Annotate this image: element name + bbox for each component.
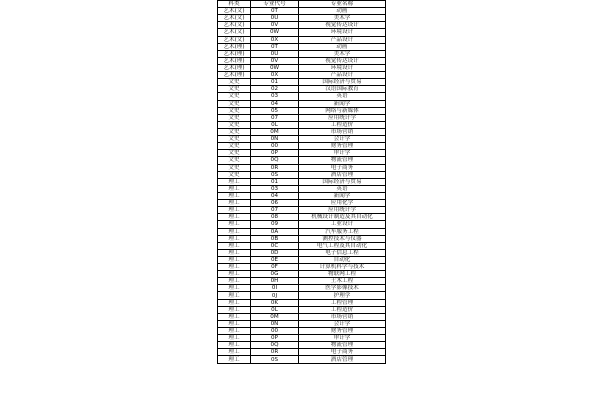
- major-name-cell: 国际经济与贸易: [299, 79, 386, 86]
- category-cell: 理工: [218, 200, 251, 207]
- category-cell: 理工: [218, 328, 251, 335]
- table-row: [218, 100, 386, 107]
- major-code-cell: 0V: [251, 22, 299, 29]
- category-cell: 理工: [218, 214, 251, 221]
- table-row: [218, 72, 386, 79]
- table-row: [218, 278, 386, 285]
- major-name-cell: 市场营销: [299, 128, 386, 135]
- table-row: [218, 8, 386, 15]
- table-row: [218, 22, 386, 29]
- major-code-cell: 04: [251, 100, 299, 107]
- category-cell: 理工: [218, 313, 251, 320]
- major-name-cell: 审计学: [299, 150, 386, 157]
- major-code-cell: 0M: [251, 128, 299, 135]
- table-row: [218, 29, 386, 36]
- table-row: [218, 264, 386, 271]
- major-name-cell: 物流管理: [299, 342, 386, 349]
- major-name-cell: 会计学: [299, 320, 386, 327]
- category-cell: 文史: [218, 121, 251, 128]
- major-code-cell: 0B: [251, 235, 299, 242]
- majors-table-container: [217, 0, 386, 364]
- category-cell: 理工: [218, 342, 251, 349]
- major-name-cell: 产品设计: [299, 36, 386, 43]
- major-name-cell: 工程造价: [299, 121, 386, 128]
- major-name-cell: 工程造价: [299, 306, 386, 313]
- major-name-cell: 汉语国际教育: [299, 86, 386, 93]
- major-name-cell: 英语: [299, 185, 386, 192]
- major-name-cell: 酒店管理: [299, 171, 386, 178]
- table-row: [218, 306, 386, 313]
- major-name-cell: 医学影像技术: [299, 285, 386, 292]
- major-name-cell: 英语: [299, 93, 386, 100]
- category-cell: 理工: [218, 292, 251, 299]
- table-row: [218, 107, 386, 114]
- category-cell: 理工: [218, 271, 251, 278]
- major-code-cell: 03: [251, 93, 299, 100]
- table-row: [218, 164, 386, 171]
- table-row: [218, 157, 386, 164]
- category-cell: 文史: [218, 143, 251, 150]
- table-row: [218, 64, 386, 71]
- category-cell: 理工: [218, 335, 251, 342]
- category-cell: 艺术(理): [218, 57, 251, 64]
- major-code-cell: 0I: [251, 285, 299, 292]
- table-row: [218, 143, 386, 150]
- category-cell: 艺术(文): [218, 22, 251, 29]
- table-row: [218, 313, 386, 320]
- table-row: [218, 328, 386, 335]
- table-row: [218, 256, 386, 263]
- major-code-cell: 0X: [251, 72, 299, 79]
- major-code-cell: 07: [251, 207, 299, 214]
- category-cell: 理工: [218, 264, 251, 271]
- table-row: [218, 335, 386, 342]
- table-row: [218, 79, 386, 86]
- table-row: [218, 128, 386, 135]
- major-code-cell: 0V: [251, 57, 299, 64]
- major-code-cell: 07: [251, 114, 299, 121]
- category-cell: 理工: [218, 320, 251, 327]
- table-row: [218, 43, 386, 50]
- major-code-cell: 04: [251, 192, 299, 199]
- major-code-cell: 0U: [251, 50, 299, 57]
- major-name-cell: 自动化: [299, 256, 386, 263]
- category-cell: 理工: [218, 221, 251, 228]
- table-header-row: [218, 1, 386, 8]
- category-cell: 文史: [218, 136, 251, 143]
- table-row: [218, 200, 386, 207]
- major-name-cell: 新闻学: [299, 100, 386, 107]
- major-code-cell: 0Q: [251, 342, 299, 349]
- table-row: [218, 121, 386, 128]
- table-row: [218, 249, 386, 256]
- major-code-cell: 01: [251, 178, 299, 185]
- category-cell: 文史: [218, 93, 251, 100]
- major-code-cell: 0R: [251, 349, 299, 356]
- major-code-cell: 0L: [251, 121, 299, 128]
- major-name-cell: 视觉传达设计: [299, 57, 386, 64]
- table-row: [218, 136, 386, 143]
- major-code-cell: 03: [251, 185, 299, 192]
- major-code-cell: 0W: [251, 64, 299, 71]
- major-code-cell: 0N: [251, 320, 299, 327]
- major-name-cell: 电子信息工程: [299, 249, 386, 256]
- table-row: [218, 114, 386, 121]
- major-code-cell: 0M: [251, 313, 299, 320]
- table-row: [218, 86, 386, 93]
- table-body: [218, 1, 386, 364]
- category-cell: 文史: [218, 86, 251, 93]
- major-code-cell: 0A: [251, 228, 299, 235]
- header-category: 科类: [218, 1, 251, 8]
- header-major-name: 专业名称: [299, 1, 386, 8]
- major-name-cell: 物流管理: [299, 157, 386, 164]
- major-code-cell: 0K: [251, 299, 299, 306]
- major-code-cell: 01: [251, 79, 299, 86]
- major-name-cell: 新闻学: [299, 192, 386, 199]
- major-name-cell: 护理学: [299, 292, 386, 299]
- major-name-cell: 产品设计: [299, 72, 386, 79]
- category-cell: 艺术(文): [218, 36, 251, 43]
- table-row: [218, 242, 386, 249]
- major-name-cell: 应用化学: [299, 200, 386, 207]
- major-name-cell: 物联网工程: [299, 271, 386, 278]
- major-code-cell: 09: [251, 221, 299, 228]
- category-cell: 文史: [218, 107, 251, 114]
- table-row: [218, 320, 386, 327]
- category-cell: 文史: [218, 114, 251, 121]
- table-row: [218, 356, 386, 363]
- major-code-cell: 0T: [251, 43, 299, 50]
- major-code-cell: 0S: [251, 171, 299, 178]
- category-cell: 艺术(理): [218, 64, 251, 71]
- table-row: [218, 292, 386, 299]
- major-code-cell: 0G: [251, 271, 299, 278]
- major-code-cell: 0F: [251, 264, 299, 271]
- table-row: [218, 36, 386, 43]
- table-row: [218, 178, 386, 185]
- category-cell: 理工: [218, 192, 251, 199]
- major-name-cell: 审计学: [299, 335, 386, 342]
- major-code-cell: 0X: [251, 36, 299, 43]
- category-cell: 艺术(理): [218, 72, 251, 79]
- table-row: [218, 214, 386, 221]
- category-cell: 文史: [218, 157, 251, 164]
- major-name-cell: 应用统计学: [299, 114, 386, 121]
- major-code-cell: 0L: [251, 306, 299, 313]
- major-code-cell: 05: [251, 107, 299, 114]
- major-code-cell: 0S: [251, 356, 299, 363]
- major-name-cell: 财务管理: [299, 143, 386, 150]
- category-cell: 艺术(文): [218, 29, 251, 36]
- category-cell: 艺术(理): [218, 43, 251, 50]
- category-cell: 文史: [218, 150, 251, 157]
- major-name-cell: 酒店管理: [299, 356, 386, 363]
- table-row: [218, 150, 386, 157]
- major-code-cell: 0U: [251, 15, 299, 22]
- major-code-cell: 0C: [251, 242, 299, 249]
- major-name-cell: 动画: [299, 43, 386, 50]
- major-code-cell: 0T: [251, 8, 299, 15]
- category-cell: 文史: [218, 164, 251, 171]
- category-cell: 文史: [218, 100, 251, 107]
- category-cell: 理工: [218, 228, 251, 235]
- category-cell: 艺术(文): [218, 15, 251, 22]
- table-row: [218, 192, 386, 199]
- major-name-cell: 动画: [299, 8, 386, 15]
- major-code-cell: 0R: [251, 164, 299, 171]
- table-row: [218, 299, 386, 306]
- major-code-cell: 0N: [251, 136, 299, 143]
- major-code-cell: 0Q: [251, 157, 299, 164]
- category-cell: 理工: [218, 299, 251, 306]
- major-name-cell: 汽车服务工程: [299, 228, 386, 235]
- major-name-cell: 电子商务: [299, 164, 386, 171]
- major-code-cell: 0P: [251, 150, 299, 157]
- table-row: [218, 50, 386, 57]
- table-row: [218, 235, 386, 242]
- major-name-cell: 市场营销: [299, 313, 386, 320]
- major-name-cell: 工业设计: [299, 221, 386, 228]
- major-name-cell: 电子商务: [299, 349, 386, 356]
- table-row: [218, 285, 386, 292]
- table-row: [218, 271, 386, 278]
- category-cell: 理工: [218, 256, 251, 263]
- category-cell: 文史: [218, 171, 251, 178]
- major-name-cell: 工程管理: [299, 299, 386, 306]
- table-row: [218, 171, 386, 178]
- major-code-cell: 02: [251, 86, 299, 93]
- table-row: [218, 221, 386, 228]
- major-name-cell: 应用统计学: [299, 207, 386, 214]
- category-cell: 理工: [218, 356, 251, 363]
- major-code-cell: 00: [251, 328, 299, 335]
- category-cell: 艺术(理): [218, 50, 251, 57]
- major-code-cell: 06: [251, 200, 299, 207]
- major-code-cell: 0P: [251, 335, 299, 342]
- table-row: [218, 57, 386, 64]
- category-cell: 理工: [218, 349, 251, 356]
- major-name-cell: 美术学: [299, 15, 386, 22]
- category-cell: 理工: [218, 249, 251, 256]
- major-code-cell: 08: [251, 214, 299, 221]
- major-name-cell: 计算机科学与技术: [299, 264, 386, 271]
- major-code-cell: 0H: [251, 278, 299, 285]
- category-cell: 文史: [218, 128, 251, 135]
- major-name-cell: 美术学: [299, 50, 386, 57]
- table-row: [218, 228, 386, 235]
- category-cell: 理工: [218, 278, 251, 285]
- category-cell: 理工: [218, 235, 251, 242]
- category-cell: 理工: [218, 185, 251, 192]
- category-cell: 理工: [218, 207, 251, 214]
- major-name-cell: 测控技术与仪器: [299, 235, 386, 242]
- major-name-cell: 机械设计制造及其自动化: [299, 214, 386, 221]
- category-cell: 理工: [218, 285, 251, 292]
- major-name-cell: 环境设计: [299, 64, 386, 71]
- table-row: [218, 15, 386, 22]
- table-row: [218, 207, 386, 214]
- major-name-cell: 网络与新媒体: [299, 107, 386, 114]
- major-name-cell: 电气工程及其自动化: [299, 242, 386, 249]
- major-name-cell: 视觉传达设计: [299, 22, 386, 29]
- major-code-cell: 00: [251, 143, 299, 150]
- major-code-cell: 0J: [251, 292, 299, 299]
- major-name-cell: 土木工程: [299, 278, 386, 285]
- category-cell: 理工: [218, 242, 251, 249]
- category-cell: 理工: [218, 178, 251, 185]
- category-cell: 艺术(文): [218, 8, 251, 15]
- table-row: [218, 185, 386, 192]
- major-code-cell: 0D: [251, 249, 299, 256]
- major-name-cell: 财务管理: [299, 328, 386, 335]
- category-cell: 文史: [218, 79, 251, 86]
- table-row: [218, 349, 386, 356]
- majors-table: [217, 0, 386, 364]
- header-major-code: 专业代号: [251, 1, 299, 8]
- major-name-cell: 国际经济与贸易: [299, 178, 386, 185]
- major-name-cell: 会计学: [299, 136, 386, 143]
- category-cell: 理工: [218, 306, 251, 313]
- major-code-cell: 0E: [251, 256, 299, 263]
- table-row: [218, 342, 386, 349]
- major-code-cell: 0W: [251, 29, 299, 36]
- major-name-cell: 环境设计: [299, 29, 386, 36]
- table-row: [218, 93, 386, 100]
